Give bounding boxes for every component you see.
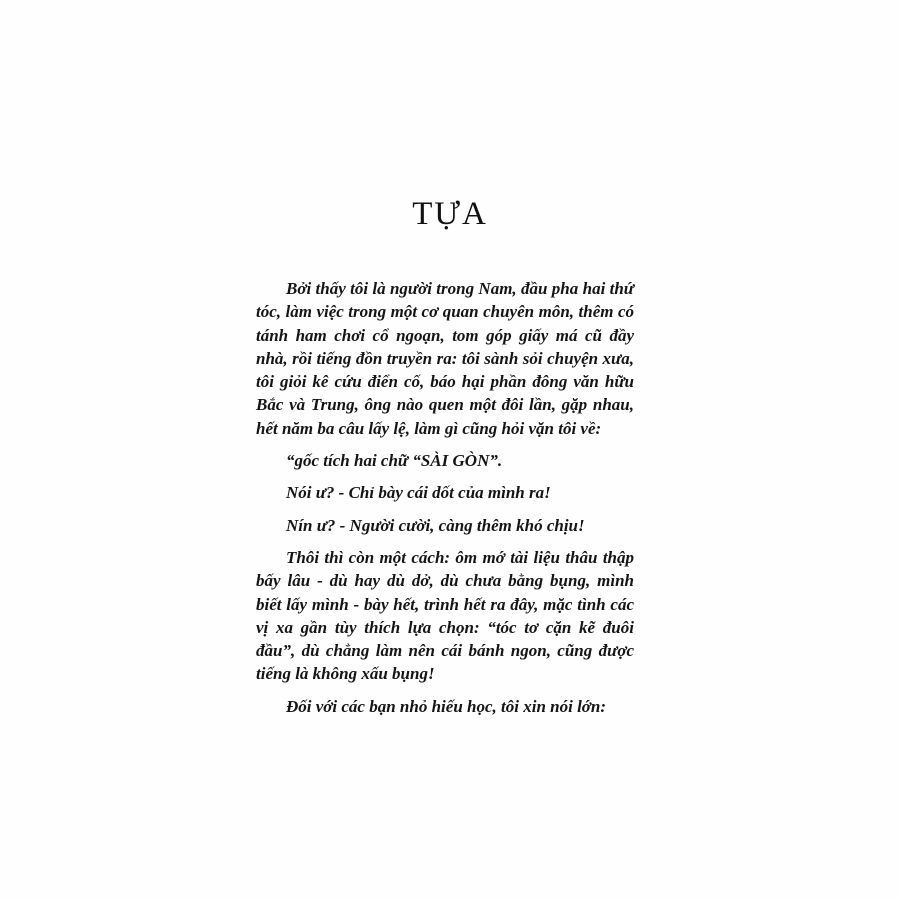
paragraph-1: Bởi thấy tôi là người trong Nam, đầu pha hai thứ tóc, làm việc trong một cơ quan chuyên môn, thêm có tánh ham chơi cổ ngoạn, tom góp giấy má cũ đầy nhà, rồi tiếng đồn truyền ra: tôi sành sỏi chuyện xưa, tôi giỏi kê cứu điển cố, báo hại phần đông văn hữu Bắc và Trung, ông nào quen một đôi lần, gặp nhau, hết năm ba câu lấy lệ, làm gì cũng hỏi vặn tôi về: — [256, 279, 634, 438]
paragraph-4: Nín ư? - Người cười, càng thêm khó chịu! — [286, 515, 585, 535]
paragraph-2: “gốc tích hai chữ “SÀI GÒN”. — [286, 451, 503, 471]
paragraph-3: Nói ư? - Chỉ bày cái dốt của mình ra! — [286, 483, 551, 503]
paragraph-6: Đối với các bạn nhỏ hiếu học, tôi xin nói lớn: — [286, 696, 607, 716]
page-title: TỰA — [412, 196, 488, 232]
preface-body — [256, 277, 634, 727]
paragraph-5: Thôi thì còn một cách: ôm mớ tài liệu thâu thập bấy lâu - dù hay dù dở, dù chưa bằng bụng, mình biết lấy mình - bày hết, trình hết ra đây, mặc tình các vị xa gần tùy thích lựa chọn: “tóc tơ cặn kẽ đuôi đầu”, dù chẳng làm nên cái bánh ngon, cũng được tiếng là không xấu bụng! — [256, 547, 634, 684]
